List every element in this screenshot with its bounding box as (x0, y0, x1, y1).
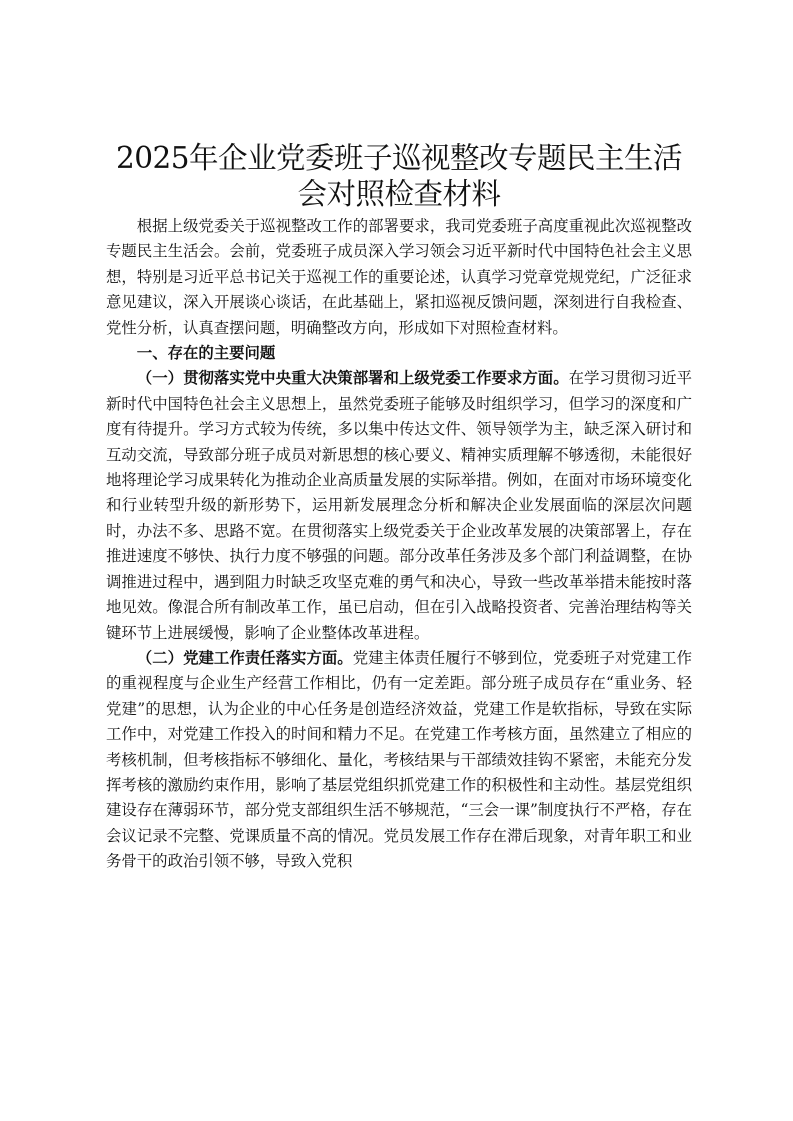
intro-paragraph: 根据上级党委关于巡视整改工作的部署要求，我司党委班子高度重视此次巡视整改专题民主生活会。会前，党委班子成员深入学习领会习近平新时代中国特色社会主义思想，特别是习近平总书记关于巡视工作的重要论述，认真学习党章党规党纪，广泛征求意见建议，深入开展谈心谈话，在此基础上，紧扣巡视反馈问题，深刻进行自我检查、党性分析，认真查摆问题，明确整改方向，形成如下对照检查材料。 (106, 217, 692, 337)
title-line-1: 2025年企业党委班子巡视整改专题民主生活 (115, 141, 683, 175)
document-title (106, 140, 692, 212)
problem-item-2-body: 党建主体责任履行不够到位，党委班子对党建工作的重视程度与企业生产经营工作相比，仍有一定差距。部分班子成员存在“重业务、轻党建”的思想，认为企业的中心任务是创造经济效益，党建工作是软指标，导致在实际工作中，对党建工作投入的时间和精力不足。在党建工作考核方面，虽然建立了相应的考核机制，但考核指标不够细化、量化，考核结果与干部绩效挂钩不紧密，未能充分发挥考核的激励约束作用，影响了基层党组织抓党建工作的积极性和主动性。基层党组织建设存在薄弱环节，部分党支部组织生活不够规范，“三会一课”制度执行不严格，存在会议记录不完整、党课质量不高的情况。党员发展工作存在滞后现象，对青年职工和业务骨干的政治引领不够，导致入党积 (106, 648, 692, 871)
problem-item-1-body: 在学习贯彻习近平新时代中国特色社会主义思想上，虽然党委班子能够及时组织学习，但学习的深度和广度有待提升。学习方式较为传统，多以集中传达文件、领导领学为主，缺乏深入研讨和互动交流，导致部分班子成员对新思想的核心要义、精神实质理解不够透彻，未能很好地将理论学习成果转化为推动企业高质量发展的实际举措。例如，在面对市场环境变化和行业转型升级的新形势下，运用新发展理念分析和解决企业发展面临的深层次问题时，办法不多、思路不宽。在贯彻落实上级党委关于企业改革发展的决策部署上，存在推进速度不够快、执行力度不够强的问题。部分改革任务涉及多个部门利益调整，在协调推进过程中，遇到阻力时缺乏攻坚克难的勇气和决心，导致一些改革举措未能按时落地见效。像混合所有制改革工作，虽已启动，但在引入战略投资者、完善治理结构等关键环节上进展缓慢，影响了企业整体改革进程。 (106, 369, 692, 642)
section-heading-problems: 一、存在的主要问题 (136, 344, 276, 363)
problem-item-1-lead: （一）贯彻落实党中央重大决策部署和上级党委工作要求方面。 (136, 369, 569, 388)
title-line-2: 会对照检查材料 (297, 177, 501, 211)
problem-item-2-lead: （二）党建工作责任落实方面。 (136, 648, 353, 667)
document-body (106, 140, 692, 875)
problem-item-2 (106, 646, 692, 875)
problem-item-1 (106, 366, 692, 645)
